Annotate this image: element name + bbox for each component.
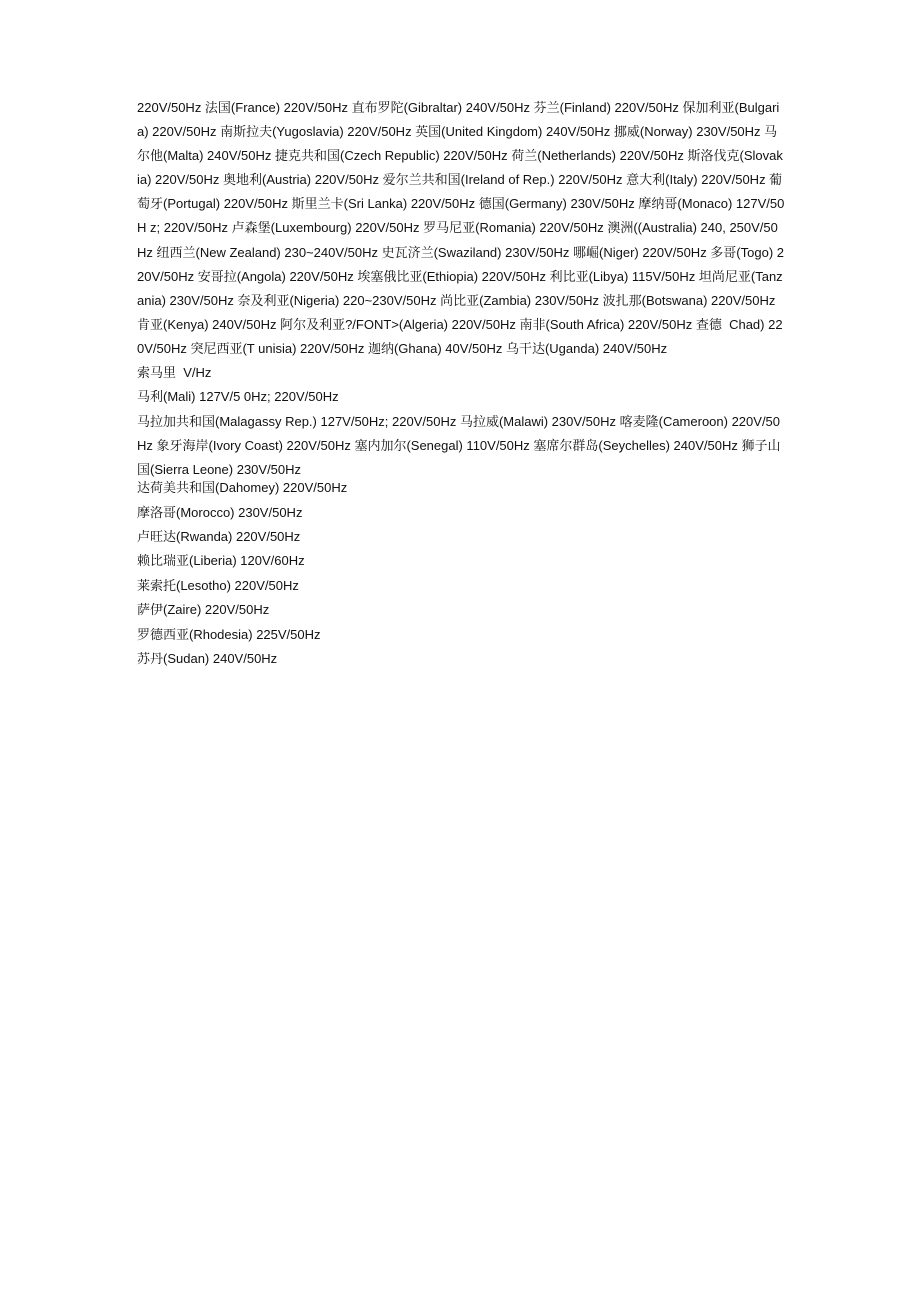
paragraph-morocco: 摩洛哥(Morocco) 230V/50Hz — [137, 504, 303, 520]
paragraph-mali: 马利(Mali) 127V/5 0Hz; 220V/50Hz — [137, 389, 339, 405]
paragraph-somalia: 索马里 V/Hz — [137, 365, 212, 381]
paragraph-rwanda: 卢旺达(Rwanda) 220V/50Hz — [137, 528, 301, 544]
paragraph-zaire: 萨伊(Zaire) 220V/50Hz — [137, 602, 270, 618]
paragraph-sudan: 苏丹(Sudan) 240V/50Hz — [137, 650, 278, 666]
paragraph-liberia: 赖比瑞亚(Liberia) 120V/60Hz — [137, 553, 305, 569]
paragraph-lesotho: 莱索托(Lesotho) 220V/50Hz — [137, 577, 299, 593]
paragraph-rhodesia: 罗德西亚(Rhodesia) 225V/50Hz — [137, 626, 321, 642]
paragraph-dahomey: 达荷美共和国(Dahomey) 220V/50Hz — [137, 480, 348, 496]
paragraph-madagascar-group: 马拉加共和国(Malagassy Rep.) 127V/50Hz; 220V/50Hz 马拉威(Malawi) 230V/50Hz 喀麦隆(Cameroon) 220V/50Hz 象牙海岸(Ivory Coast) 220V/50Hz 塞内加尔(Senegal) 110V/50Hz 塞席尔群岛(Seychelles) 240V/50Hz 狮子山国(Sierra Leone) 230V/50Hz — [137, 413, 781, 478]
document-body — [137, 96, 785, 671]
paragraph-europe-africa-voltages: 220V/50Hz 法国(France) 220V/50Hz 直布罗陀(Gibraltar) 240V/50Hz 芬兰(Finland) 220V/50Hz 保加利亚(Bulgaria) 220V/50Hz 南斯拉夫(Yugoslavia) 220V/50Hz 英国(United Kingdom) 240V/50Hz 挪威(Norway) 230V/50Hz 马尔他(Malta) 240V/50Hz 捷克共和国(Czech Republic) 220V/50Hz 荷兰(Netherlands) 220V/50Hz 斯洛伐克(Slovakia) 220V/50Hz 奥地利(Austria) 220V/50Hz 爱尔兰共和国(Ireland of Rep.) 220V/50Hz 意大利(Italy) 220V/50Hz 葡萄牙(Portugal) 220V/50Hz 斯里兰卡(Sri Lanka) 220V/50Hz 德国(Germany) 230V/50Hz 摩纳哥(Monaco) 127V/50H z; 220V/50Hz 卢森堡(Luxembourg) 220V/50Hz 罗马尼亚(Romania) 220V/50Hz 澳洲((Australia) 240, 250V/50Hz 纽西兰(New Zealand) 230~240V/50Hz 史瓦济兰(Swaziland) 230V/50Hz 哪崛(Niger) 220V/50Hz 多哥(Togo) 220V/50Hz 安哥拉(Angola) 220V/50Hz 埃塞俄比亚(Ethiopia) 220V/50Hz 利比亚(Libya) 115V/50Hz 坦尚尼亚(Tanzania) 230V/50Hz 奈及利亚(Nigeria) 220~230V/50Hz 尚比亚(Zambia) 230V/50Hz 波扎那(Botswana) 220V/50Hz 肯亚(Kenya) 240V/50Hz 阿尔及利亚?/FONT>(Algeria) 220V/50Hz 南非(South Africa) 220V/50Hz 查德 Chad) 220V/50Hz 突尼西亚(T unisia) 220V/50Hz 迦纳(Ghana) 40V/50Hz 乌干达(Uganda) 240V/50Hz — [137, 100, 785, 356]
